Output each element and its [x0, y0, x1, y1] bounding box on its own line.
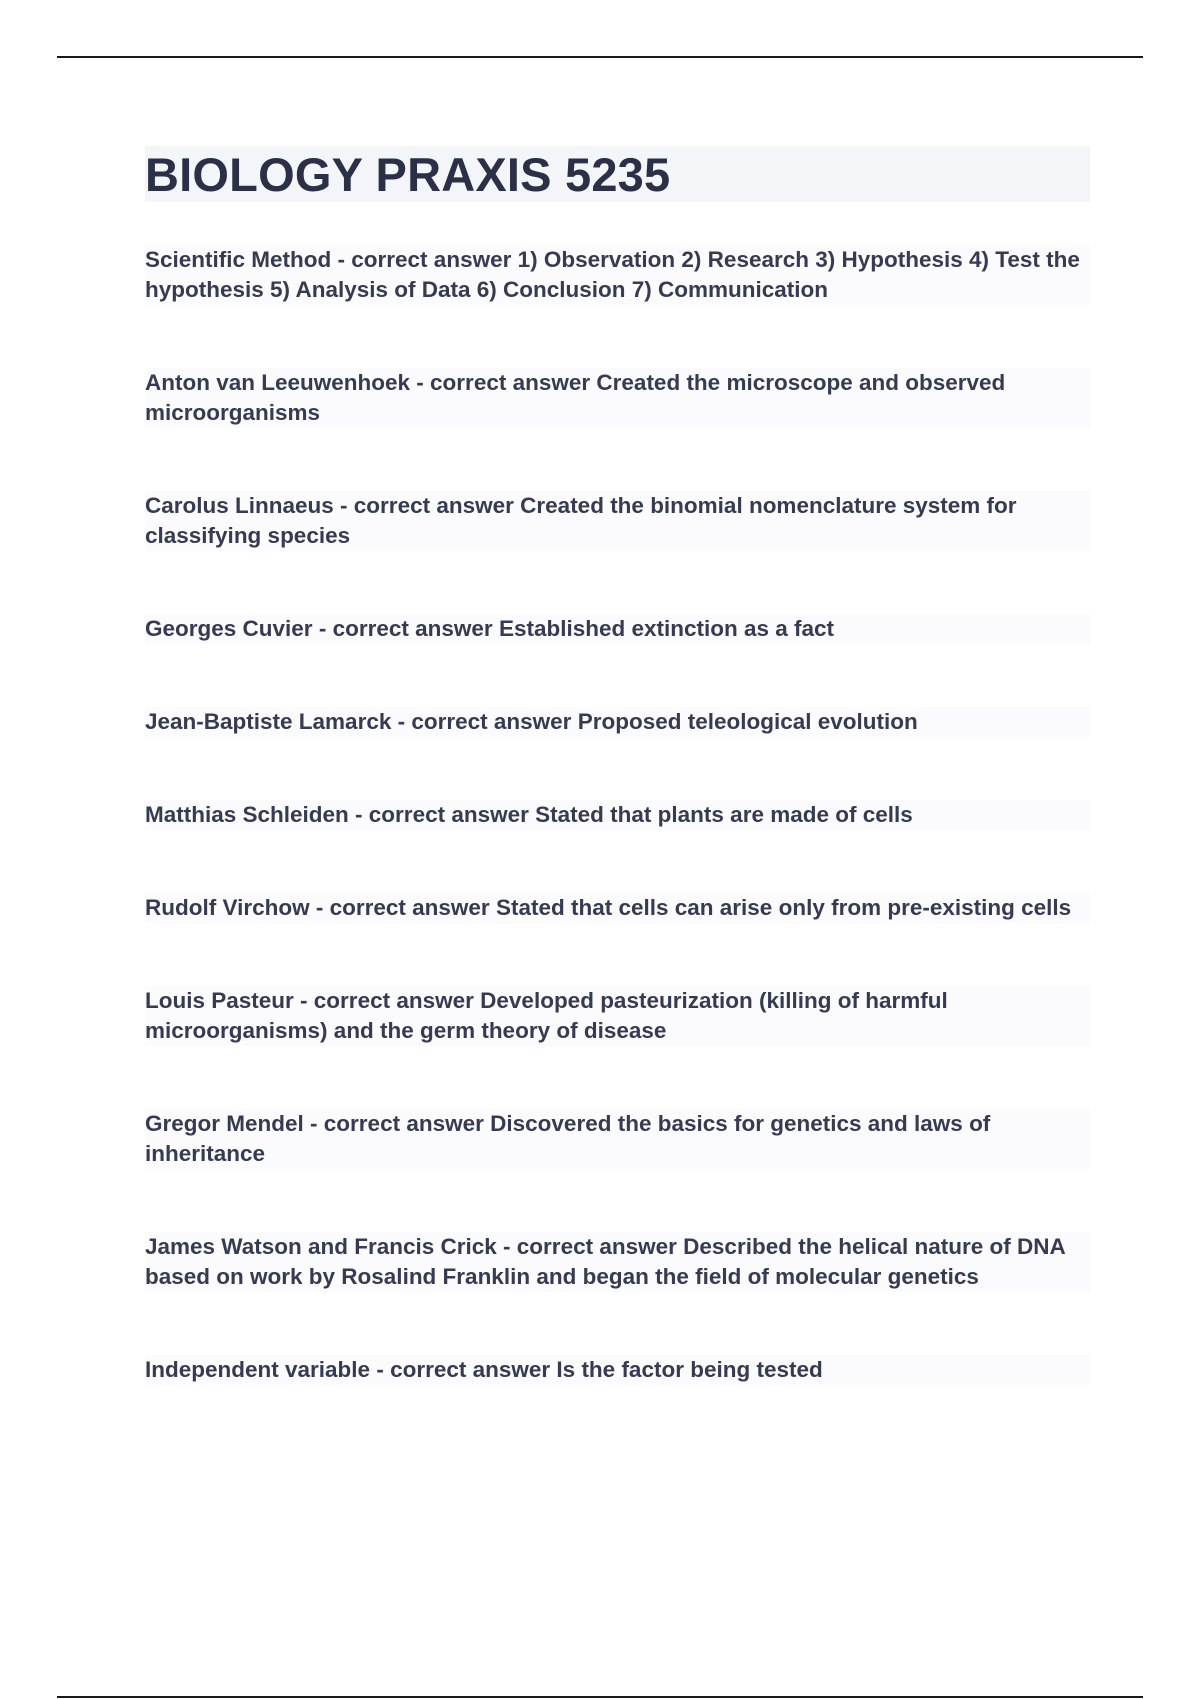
qa-term: Jean-Baptiste Lamarck [145, 709, 392, 734]
qa-term: Independent variable [145, 1357, 371, 1382]
qa-term: Louis Pasteur [145, 988, 294, 1013]
qa-answer: Stated that cells can arise only from pre-existing cells [495, 895, 1072, 920]
qa-label: correct answer [411, 709, 572, 734]
qa-item [145, 614, 1090, 644]
qa-label: correct answer [323, 1111, 484, 1136]
qa-separator: - [370, 1357, 391, 1382]
qa-term: Anton van Leeuwenhoek [145, 370, 411, 395]
qa-label: correct answer [329, 895, 490, 920]
qa-label: correct answer [353, 493, 514, 518]
qa-label: correct answer [332, 616, 493, 641]
top-rule [57, 56, 1143, 58]
document-body [145, 146, 1090, 1385]
qa-separator: - [333, 493, 354, 518]
qa-answer: Is the factor being tested [556, 1357, 823, 1382]
qa-separator: - [496, 1234, 517, 1259]
qa-answer: 1) Observation 2) Research 3) Hypothesis 4) Test the hypothesis 5) Analysis of Data 6) Conclusion 7) Communication [145, 247, 1080, 302]
qa-item [145, 1109, 1090, 1169]
qa-separator: - [391, 709, 412, 734]
qa-answer: Developed pasteurization (killing of harmful microorganisms) and the germ theory of disease [145, 988, 948, 1043]
qa-answer: Proposed teleological evolution [577, 709, 918, 734]
qa-item [145, 491, 1090, 551]
qa-item [145, 245, 1090, 305]
qa-label: correct answer [390, 1357, 551, 1382]
qa-separator: - [293, 988, 314, 1013]
qa-term: James Watson and Francis Crick [145, 1234, 497, 1259]
qa-term: Carolus Linnaeus [145, 493, 334, 518]
title-bar [145, 146, 1090, 202]
qa-item [145, 893, 1090, 923]
qa-item [145, 707, 1090, 737]
qa-answer: Established extinction as a fact [498, 616, 835, 641]
qa-label: correct answer [430, 370, 591, 395]
qa-item [145, 1232, 1090, 1292]
qa-separator: - [410, 370, 431, 395]
qa-item [145, 800, 1090, 830]
qa-answer: Created the microscope and observed microorganisms [145, 370, 1006, 425]
qa-separator: - [312, 616, 333, 641]
qa-answer: Stated that plants are made of cells [535, 802, 913, 827]
qa-label: correct answer [516, 1234, 677, 1259]
qa-term: Rudolf Virchow [145, 895, 310, 920]
bottom-rule [57, 1696, 1143, 1698]
qa-item [145, 368, 1090, 428]
qa-answer: Discovered the basics for genetics and laws of inheritance [145, 1111, 991, 1166]
qa-term: Matthias Schleiden [145, 802, 349, 827]
qa-label: correct answer [368, 802, 529, 827]
qa-label: correct answer [313, 988, 474, 1013]
qa-separator: - [348, 802, 369, 827]
qa-term: Scientific Method [145, 247, 332, 272]
qa-separator: - [303, 1111, 324, 1136]
document-title: BIOLOGY PRAXIS 5235 [145, 147, 671, 201]
qa-answer: Described the helical nature of DNA based on work by Rosalind Franklin and began the field of molecular genetics [145, 1234, 1065, 1289]
qa-answer: Created the binomial nomenclature system for classifying species [145, 493, 1017, 548]
qa-item [145, 986, 1090, 1046]
qa-term: Georges Cuvier [145, 616, 313, 641]
qa-item [145, 1355, 1090, 1385]
qa-label: correct answer [351, 247, 512, 272]
qa-separator: - [309, 895, 330, 920]
qa-list [145, 245, 1090, 1385]
qa-term: Gregor Mendel [145, 1111, 304, 1136]
qa-separator: - [331, 247, 352, 272]
